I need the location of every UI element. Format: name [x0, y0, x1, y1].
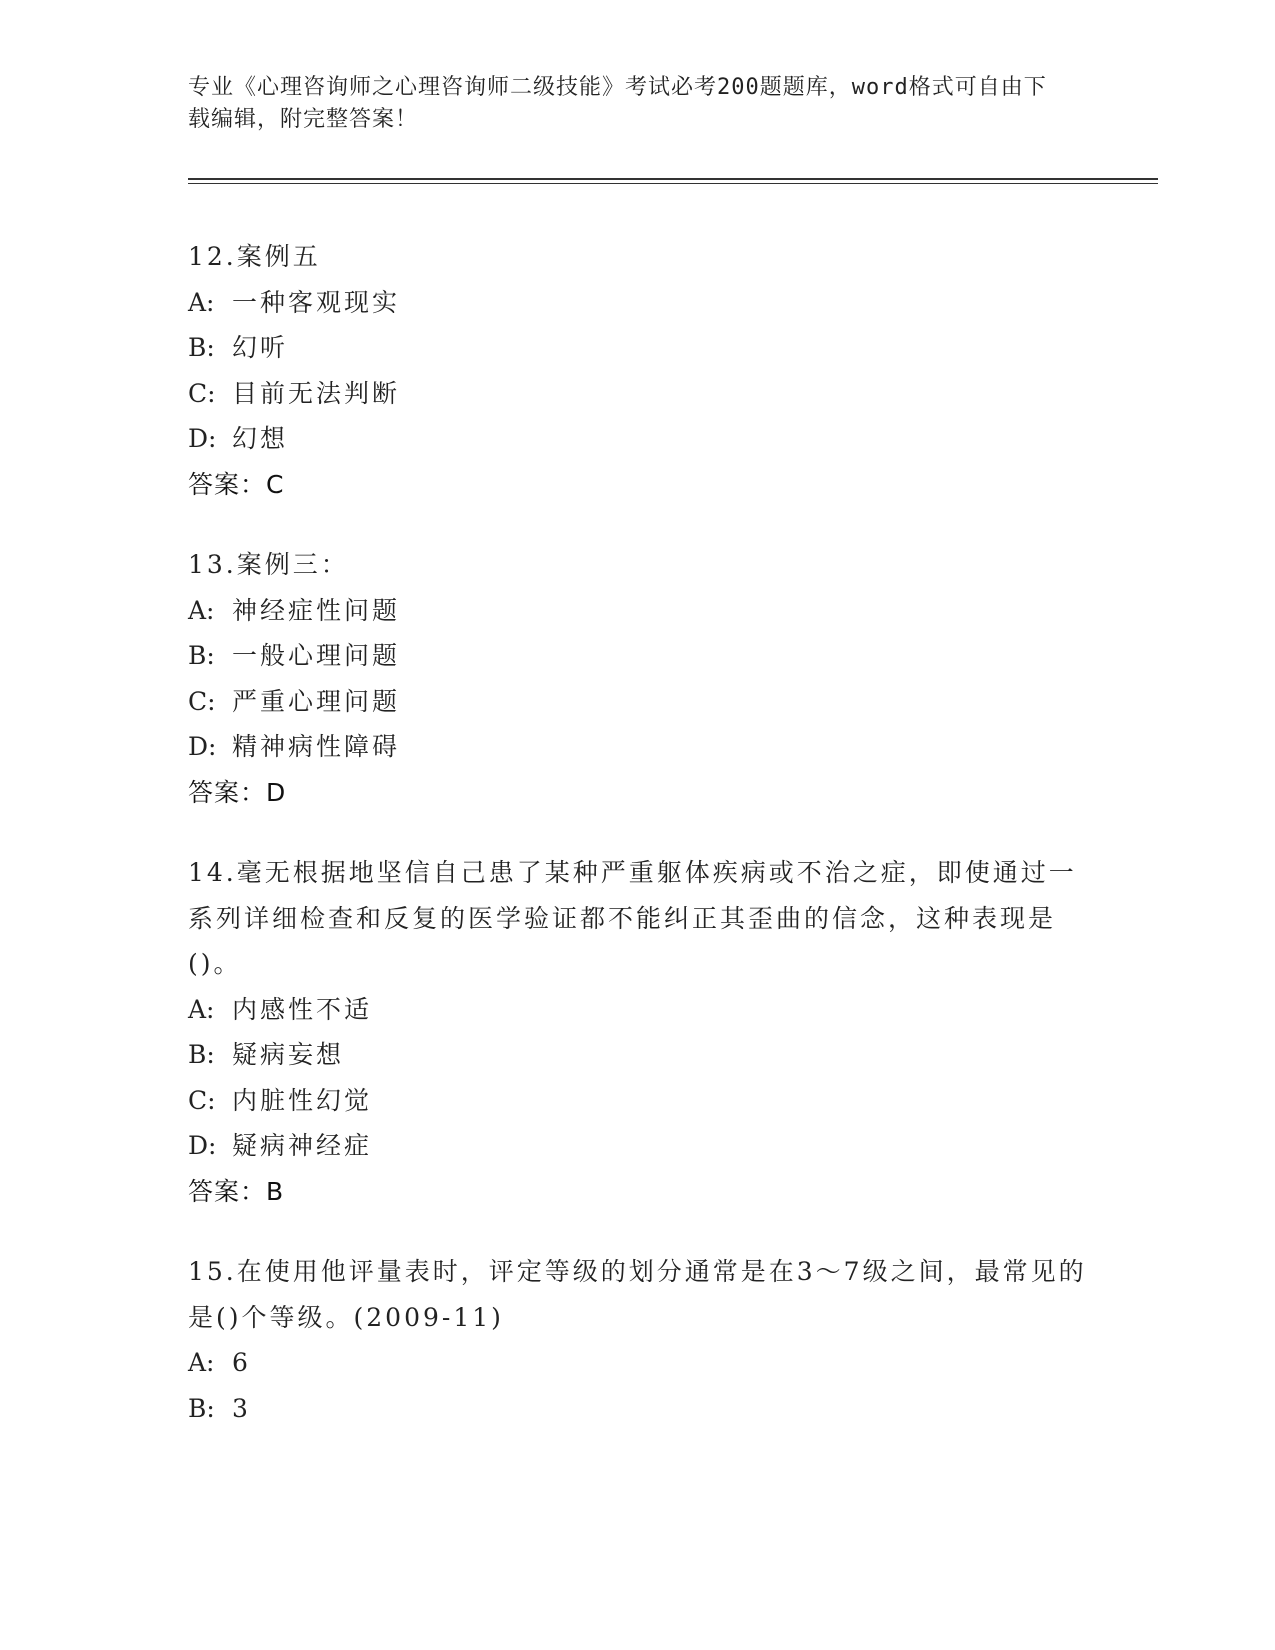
- option-text: 严重心理问题: [232, 686, 401, 716]
- option-key: B:: [188, 333, 215, 362]
- question-stem: 13.案例三：: [188, 550, 349, 579]
- header-divider: [188, 178, 1158, 180]
- option-text: 一般心理问题: [232, 641, 401, 670]
- option-key: D:: [188, 424, 217, 453]
- option-d: [188, 1123, 1088, 1169]
- option-c: [188, 1078, 1088, 1124]
- option-text: 内感性不适: [232, 994, 373, 1024]
- option-d: [188, 724, 1088, 770]
- option-text: 内脏性幻觉: [232, 1085, 373, 1115]
- answer-line: 答案：B: [188, 1176, 285, 1206]
- option-a: [188, 280, 1088, 326]
- option-b: [188, 325, 1088, 371]
- option-text: 神经症性问题: [232, 595, 401, 625]
- option-text: 3: [232, 1393, 251, 1423]
- option-d: [188, 416, 1088, 462]
- option-a: [188, 1340, 1088, 1386]
- question-stem: 15.在使用他评量表时，评定等级的划分通常是在3～7级之间，最常见的是()个等级。(2009-11): [188, 1257, 1087, 1332]
- option-text: 幻想: [232, 424, 289, 453]
- option-key: C:: [188, 378, 216, 408]
- option-key: B:: [188, 641, 215, 670]
- option-a: [188, 987, 1088, 1033]
- option-b: [188, 1386, 1088, 1432]
- option-key: A:: [188, 287, 215, 317]
- option-b: [188, 1032, 1088, 1078]
- option-key: D:: [188, 732, 217, 761]
- header-divider-thin: [188, 183, 1158, 184]
- option-key: A:: [188, 595, 215, 625]
- option-key: B:: [188, 1393, 215, 1423]
- option-key: C:: [188, 686, 216, 716]
- document-header: 专业《心理咨询师之心理咨询师二级技能》考试必考200题题库，word格式可自由下载编辑，附完整答案！: [188, 75, 1047, 132]
- question-stem: 12.案例五: [188, 242, 321, 271]
- option-c: [188, 679, 1088, 725]
- answer-line: 答案：D: [188, 777, 287, 807]
- option-c: [188, 371, 1088, 417]
- question-13: [188, 542, 1088, 815]
- option-text: 一种客观现实: [232, 287, 401, 317]
- answer-line: 答案：C: [188, 469, 285, 499]
- option-b: [188, 633, 1088, 679]
- question-stem: 14.毫无根据地坚信自己患了某种严重躯体疾病或不治之症，即使通过一系列详细检查和反复的医学验证都不能纠正其歪曲的信念，这种表现是()。: [188, 858, 1077, 978]
- question-15: [188, 1249, 1088, 1431]
- option-a: [188, 588, 1088, 634]
- option-text: 6: [232, 1348, 251, 1377]
- option-text: 疑病妄想: [232, 1040, 345, 1069]
- option-key: A:: [188, 1348, 215, 1377]
- option-text: 疑病神经症: [232, 1131, 373, 1160]
- option-key: B:: [188, 1040, 215, 1069]
- option-key: A:: [188, 994, 215, 1024]
- question-14: [188, 850, 1088, 1214]
- option-key: C:: [188, 1085, 216, 1115]
- option-key: D:: [188, 1131, 217, 1160]
- question-12: [188, 234, 1088, 507]
- option-text: 幻听: [232, 333, 289, 362]
- question-list: [188, 234, 1088, 1466]
- option-text: 目前无法判断: [232, 378, 401, 408]
- option-text: 精神病性障碍: [232, 732, 401, 761]
